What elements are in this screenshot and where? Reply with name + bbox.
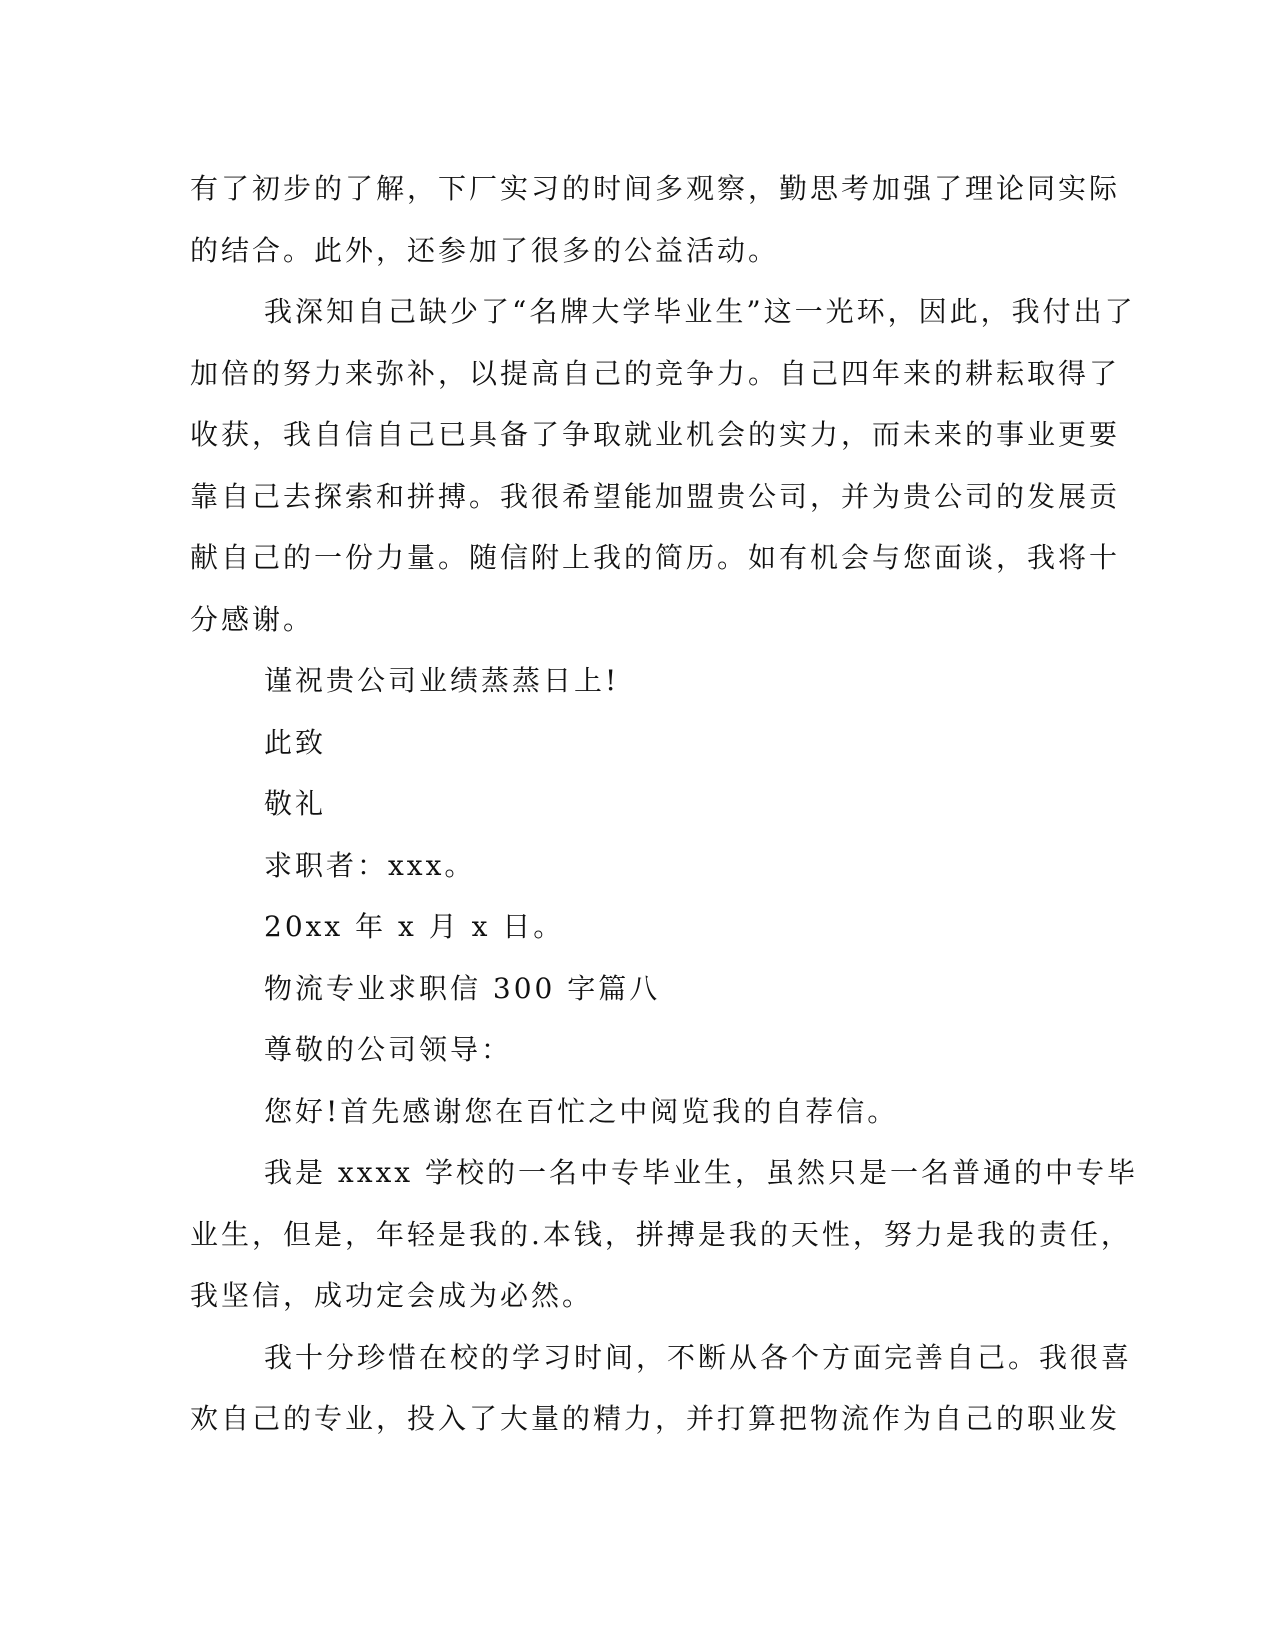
text-line: 此致 — [264, 725, 327, 759]
text-line: 献自己的一份力量。随信附上我的简历。如有机会与您面谈，我将十 — [190, 541, 1121, 574]
text-line: 20xx 年 x 月 x 日。 — [264, 910, 565, 943]
text-line: 加倍的努力来弥补，以提高自己的竞争力。自己四年来的耕耘取得了 — [190, 356, 1121, 390]
text-line: 的结合。此外，还参加了很多的公益活动。 — [190, 233, 780, 267]
text-line: 尊敬的公司领导： — [264, 1033, 513, 1066]
text-line: 物流专业求职信 300 字篇八 — [264, 971, 661, 1005]
text-line: 收获，我自信自己已具备了争取就业机会的实力，而未来的事业更要 — [190, 418, 1121, 451]
text-line: 我坚信，成功定会成为必然。 — [190, 1279, 594, 1312]
text-line: 靠自己去探索和拼搏。我很希望能加盟贵公司，并为贵公司的发展贡 — [190, 479, 1121, 513]
text-line: 我是 xxxx 学校的一名中专毕业生，虽然只是一名普通的中专毕 — [264, 1156, 1138, 1189]
text-line: 欢自己的专业，投入了大量的精力，并打算把物流作为自己的职业发 — [190, 1402, 1121, 1435]
text-line: 分感谢。 — [190, 602, 315, 636]
text-line: 我深知自己缺少了“名牌大学毕业生”这一光环，因此，我付出了 — [264, 295, 1136, 328]
text-line: 敬礼 — [264, 787, 327, 820]
text-line: 您好!首先感谢您在百忙之中阅览我的自荐信。 — [264, 1094, 899, 1128]
text-line: 谨祝贵公司业绩蒸蒸日上! — [264, 664, 620, 697]
text-line: 我十分珍惜在校的学习时间，不断从各个方面完善自己。我很喜 — [264, 1340, 1133, 1374]
text-line: 求职者：xxx。 — [264, 848, 476, 882]
text-line: 业生，但是，年轻是我的.本钱，拼搏是我的天性，努力是我的责任， — [190, 1217, 1132, 1251]
document-body — [190, 158, 1138, 1450]
text-line: 有了初步的了解，下厂实习的时间多观察，勤思考加强了理论同实际 — [190, 172, 1121, 205]
